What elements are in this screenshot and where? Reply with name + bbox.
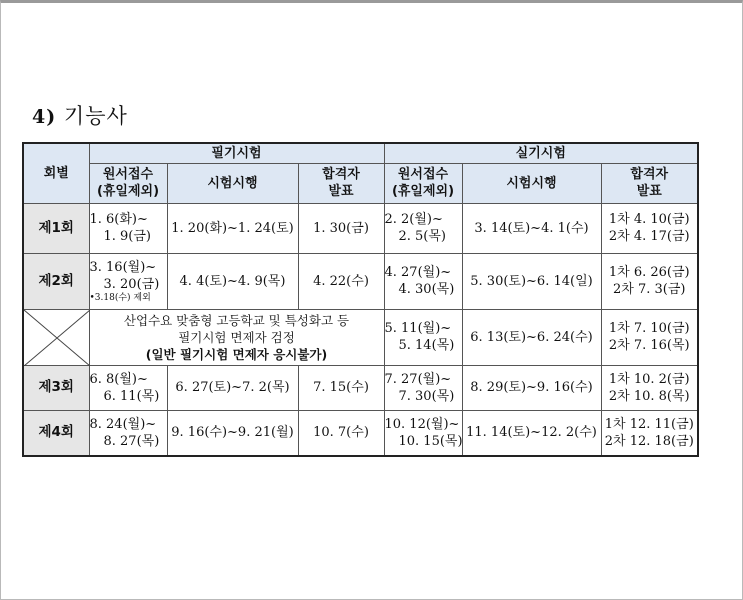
- header-row-2: [23, 163, 698, 203]
- practical-exam-period: 5. 30(토)~6. 14(일): [462, 253, 601, 309]
- header-practical: 실기시험: [384, 143, 698, 163]
- practical-result-dates: 1차 6. 26(금) 2차 7. 3(금): [601, 253, 698, 309]
- header-round: 회별: [23, 143, 89, 203]
- written-exam-period: 6. 27(토)~7. 2(목): [167, 365, 298, 410]
- written-result-date: 4. 22(수): [298, 253, 384, 309]
- practical-result-dates: 1차 12. 11(금) 2차 12. 18(금): [601, 410, 698, 456]
- practical-apply-period: 7. 27(월)~ 7. 30(목): [384, 365, 462, 410]
- section-heading: [32, 100, 128, 130]
- written-apply-period: 1. 6(화)~ 1. 9(금): [89, 203, 167, 253]
- written-apply-period: 6. 8(월)~ 6. 11(목): [89, 365, 167, 410]
- practical-exam-period: 8. 29(토)~9. 16(수): [462, 365, 601, 410]
- practical-apply-period: 4. 27(월)~ 4. 30(목): [384, 253, 462, 309]
- section-title: 기능사: [63, 104, 128, 128]
- header-written: 필기시험: [89, 143, 384, 163]
- written-result-date: 10. 7(수): [298, 410, 384, 456]
- header-practical-exam: 시험시행: [462, 163, 601, 203]
- practical-result-dates: 1차 4. 10(금) 2차 4. 17(금): [601, 203, 698, 253]
- round-label: 제1회: [23, 203, 89, 253]
- cross-mark-icon: [24, 310, 90, 366]
- table-row: [23, 253, 698, 309]
- written-exam-period: 4. 4(토)~4. 9(목): [167, 253, 298, 309]
- written-exam-period: 9. 16(수)~9. 21(월): [167, 410, 298, 456]
- table-row: [23, 365, 698, 410]
- header-written-apply: 원서접수 (휴일제외): [89, 163, 167, 203]
- exam-schedule-table: [22, 142, 699, 457]
- header-row-1: [23, 143, 698, 163]
- table-row: [23, 410, 698, 456]
- written-exam-period: 1. 20(화)~1. 24(토): [167, 203, 298, 253]
- header-practical-apply: 원서접수 (휴일제외): [384, 163, 462, 203]
- practical-exam-period: 11. 14(토)~12. 2(수): [462, 410, 601, 456]
- practical-exam-period: 3. 14(토)~4. 1(수): [462, 203, 601, 253]
- practical-apply-period: 2. 2(월)~ 2. 5(목): [384, 203, 462, 253]
- practical-apply-period: 5. 11(월)~ 5. 14(목): [384, 309, 462, 365]
- exclusion-note: •3.18(수) 제외: [89, 292, 151, 303]
- practical-result-dates: 1차 7. 10(금) 2차 7. 16(목): [601, 309, 698, 365]
- header-written-exam: 시험시행: [167, 163, 298, 203]
- written-result-date: 7. 15(수): [298, 365, 384, 410]
- header-practical-result: 합격자 발표: [601, 163, 698, 203]
- written-apply-period: 8. 24(월)~ 8. 27(목): [89, 410, 167, 456]
- practical-result-dates: 1차 10. 2(금) 2차 10. 8(목): [601, 365, 698, 410]
- round-label: 제3회: [23, 365, 89, 410]
- header-written-result: 합격자 발표: [298, 163, 384, 203]
- table-row: [23, 309, 698, 365]
- round-label: 제2회: [23, 253, 89, 309]
- crossed-out-cell: [23, 309, 89, 365]
- written-apply-period: 3. 16(월)~ 3. 20(금) •3.18(수) 제외: [89, 253, 167, 309]
- section-number: 4): [32, 106, 57, 128]
- table-row: [23, 203, 698, 253]
- exempt-notice: 산업수요 맞춤형 고등학교 및 특성화고 등 필기시험 면제자 검정 (일반 필기시험 면제자 응시불가): [89, 309, 384, 365]
- written-result-date: 1. 30(금): [298, 203, 384, 253]
- round-label: 제4회: [23, 410, 89, 456]
- practical-apply-period: 10. 12(월)~ 10. 15(목): [384, 410, 462, 456]
- practical-exam-period: 6. 13(토)~6. 24(수): [462, 309, 601, 365]
